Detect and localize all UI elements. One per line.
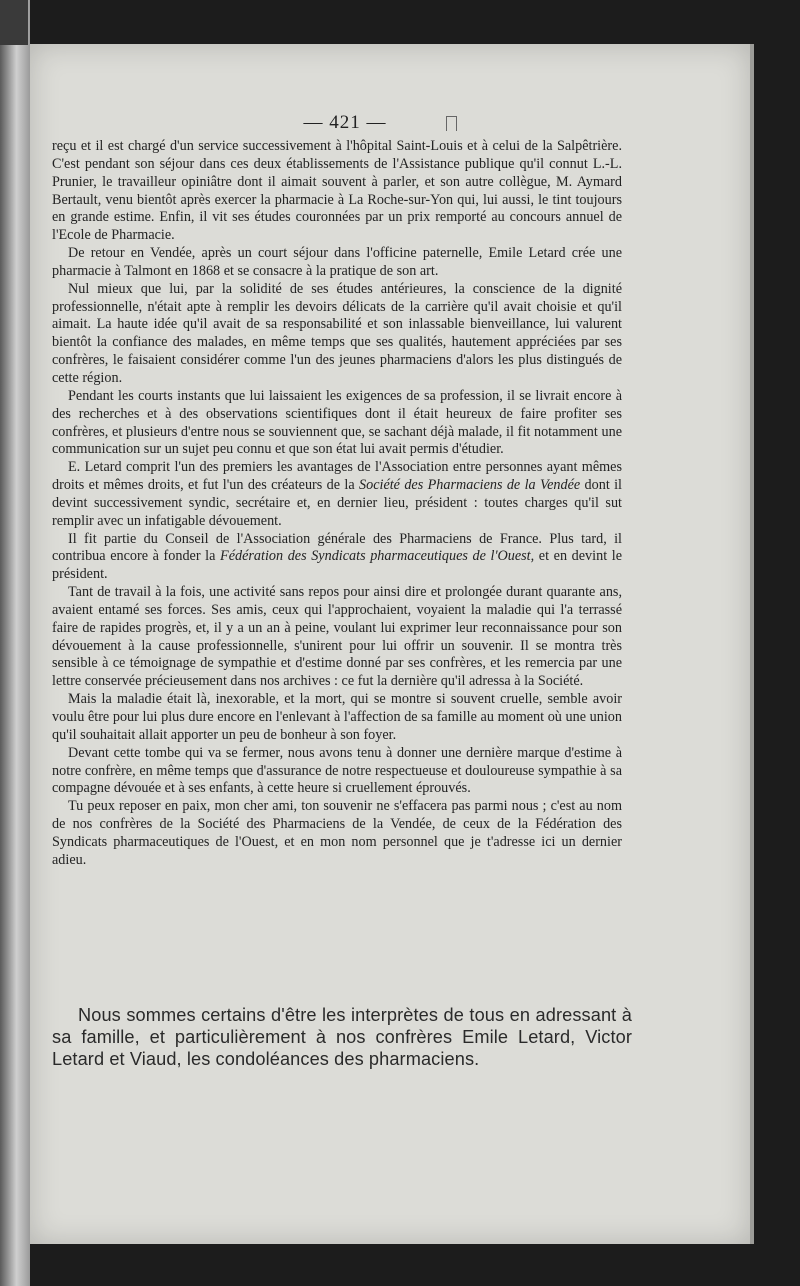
closing-paragraph: Nous sommes certains d'être les interprètes de tous en adressant à sa famille, et particulièrement à nos confrères Emile Letard, Victor Letard et Viaud, les condoléances des pharmaciens.	[52, 1005, 632, 1069]
paragraph: Devant cette tombe qui va se fermer, nous avons tenu à donner une dernière marque d'estime à notre confrère, en même temps que d'assurance de notre respectueuse et douloureuse sympathie à sa compagne dévouée et à ses enfants, à cette heure si cruellement éprouvés.	[52, 744, 622, 797]
italic-text: Fédération des Syndicats pharmaceutiques de l'Ouest,	[220, 548, 535, 565]
paragraph: De retour en Vendée, après un court séjour dans l'officine paternelle, Emile Letard crée une pharmacie à Talmont en 1868 et se consacre à la pratique de son art.	[52, 245, 622, 279]
paragraph-text: E. Letard comprit l'un des premiers les avantages de l'Association entre personnes ayant mêmes droits et mêmes droits, et fut l'un des créateurs de la	[52, 459, 622, 494]
binding-tape	[0, 0, 28, 45]
bracket-mark	[446, 116, 457, 131]
paragraph: Nul mieux que lui, par la solidité de ses études antérieures, la conscience de la dignité professionnelle, n'était apte à remplir les devoirs délicats de la carrière qu'il avait choisie et qu'il aimait. La haute idée qu'il avait de sa responsabilité et son inlassable bienveillance, lui valurent bientôt la confiance des malades, en même temps que ses qualités, hautement appréciées par ses confrères, le faisaient considérer comme l'un des jeunes pharmaciens d'alors les plus distingués de cette région.	[52, 280, 622, 386]
italic-text: Société des Pharmaciens de la Vendée	[359, 477, 581, 494]
previous-page-edge	[0, 0, 30, 1286]
paragraph-text: dont il devint successivement syndic, secrétaire et, en dernier lieu, président : toutes charges qu'il sut remplir avec un infatigable dévouement.	[52, 477, 623, 529]
page-number: — 421 —	[303, 112, 387, 133]
paragraph: Tant de travail à la fois, une activité sans repos pour ainsi dire et prolongée durant quarante ans, avaient entamé ses forces. Ses amis, ceux qui l'approchaient, voyaient la maladie qui l'a terrassé faire de rapides progrès, et, il y a un an à peine, voulant lui exprimer leur reconnaissance pour son dévouement à la cause professionnelle, s'unirent pour lui offrir un souvenir. Il se montra très sensible à ce témoignage de sympathie et d'estime donné par ses confrères, et les remercia par une lettre conservée précieusement dans nos archives : ce fut la dernière qu'il adressa à la Société.	[52, 584, 622, 690]
paragraph: Pendant les courts instants que lui laissaient les exigences de sa profession, il se livrait encore à des recherches et à des observations scientifiques dont il était heureux de faire profiter ses confrères, et plusieurs d'entre nous se souviennent que, se sachant déjà malade, il fit notamment une communication sur un sujet peu connu et que son état lui avait permis d'étudier.	[52, 387, 622, 458]
paragraph-text: Il fit partie du Conseil de l'Association générale des Pharmaciens de France. Plus tard, il contribua encore à fonder la	[52, 530, 622, 565]
page-edge-shadow	[750, 44, 754, 1244]
paragraph	[52, 459, 622, 530]
paragraph-text: et en devint le président.	[52, 548, 622, 583]
paragraph: reçu et il est chargé d'un service successivement à l'hôpital Saint-Louis et à celui de la Salpêtrière. C'est pendant son séjour dans ces deux établissements de l'Assistance publique qu'il connut L.-L. Prunier, le travailleur opiniâtre dont il aimait souvent à parler, et son autre collègue, M. Aymard Bertault, venu bientôt après exercer la pharmacie à La Roche-sur-Yon qui, lui aussi, le tint toujours en grande estime. Enfin, il vit ses études couronnées par un prix remporté au concours annuel de l'Ecole de Pharmacie.	[52, 138, 622, 244]
paragraph: Mais la maladie était là, inexorable, et la mort, qui se montre si souvent cruelle, semble avoir voulu être pour lui plus dure encore en l'enlevant à l'affection de sa famille au moment où une union qu'il souhaitait allait apporter un peu de bonheur à son foyer.	[52, 691, 622, 743]
paragraph	[52, 531, 622, 585]
body-text	[52, 138, 622, 870]
paragraph: Tu peux reposer en paix, mon cher ami, ton souvenir ne s'effacera pas parmi nous ; c'est au nom de nos confrères de la Société des Pharmaciens de la Vendée, de ceux de la Fédération des Syndicats pharmaceutiques de l'Ouest, et en mon nom personnel que je t'adresse ici un dernier adieu.	[52, 798, 622, 868]
